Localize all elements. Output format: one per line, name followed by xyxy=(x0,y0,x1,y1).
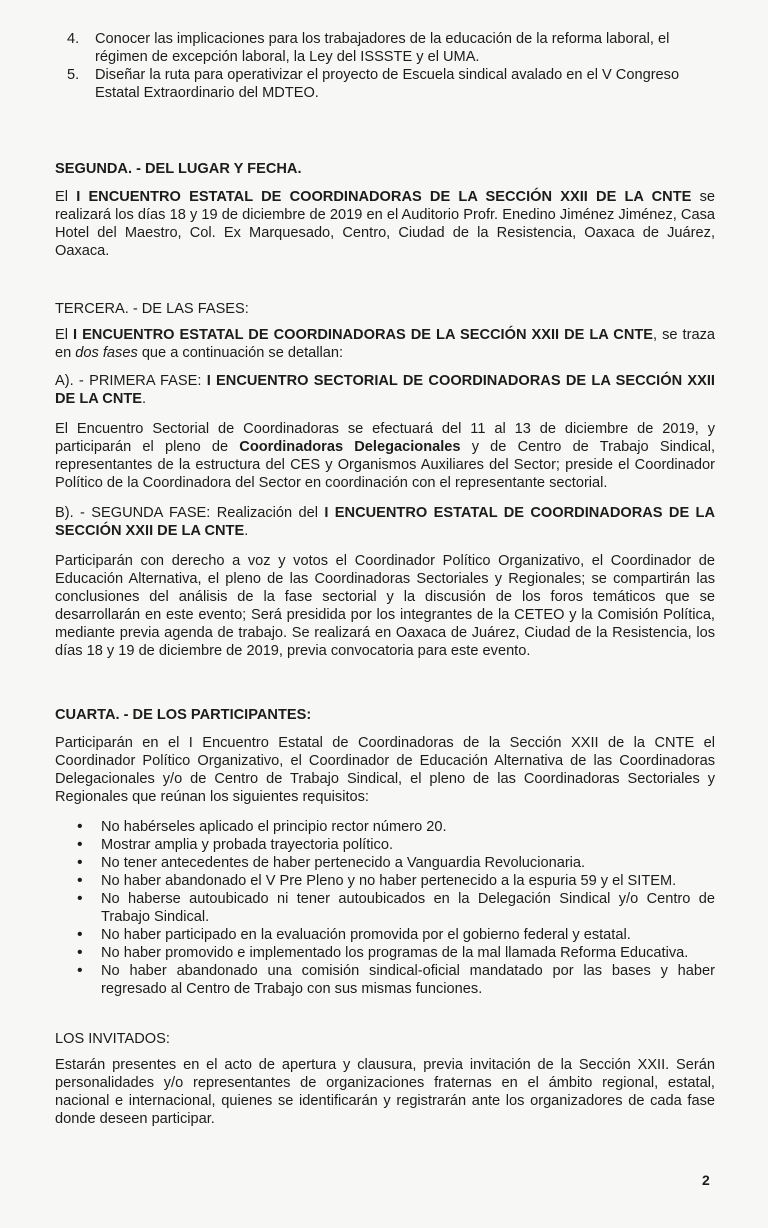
invitados-paragraph: Estarán presentes en el acto de apertura y clausura, previa invitación de la Sección XXII. Serán personalidades y/o representantes de organizaciones fraternas en el ámbito regional, estatal, nacional e internacional, quienes se identificarán y registrarán ante los organizadores de cada fase donde deseen participar. xyxy=(55,1057,715,1127)
fase-b-title: B). - SEGUNDA FASE: Realización del I ENCUENTRO ESTATAL DE COORDINADORAS DE LA SECCIÓN XXII DE LA CNTE. xyxy=(55,505,716,539)
cuarta-paragraph: Participarán en el I Encuentro Estatal de Coordinadoras de la Sección XXII de la CNTE el Coordinador Político Organizativo, el Coordinador de Educación Alternativa de las Coordinadoras Delegacionales y/o de Centro de Trabajo Sindical, el pleno de las Coordinadoras Sectoriales y Regionales que reúnan los siguientes requisitos: xyxy=(55,735,715,805)
requisitos-list xyxy=(77,818,715,998)
list-item: • No haber abandonado una comisión sindical-oficial mandatado por las bases y haber regresado al Centro de Trabajo con sus mismas funciones. xyxy=(77,962,715,997)
bullet-icon: • xyxy=(77,836,83,853)
section-heading-invitados: LOS INVITADOS: xyxy=(55,1031,170,1047)
segunda-paragraph: El I ENCUENTRO ESTATAL DE COORDINADORAS DE LA SECCIÓN XXII DE LA CNTE se realizará los días 18 y 19 de diciembre de 2019 en el Auditorio Profr. Enedino Jiménez Jiménez, Casa Hotel del Maestro, Col. Ex Marquesado, Centro, Ciudad de la Resistencia, Oaxaca de Juárez, Oaxaca. xyxy=(55,189,715,259)
fase-a-title: A). - PRIMERA FASE: I ENCUENTRO SECTORIAL DE COORDINADORAS DE LA SECCIÓN XXII DE LA CNTE. xyxy=(55,373,715,407)
list-item: • No haber participado en la evaluación promovida por el gobierno federal y estatal. xyxy=(77,926,631,943)
list-item xyxy=(67,66,715,102)
bullet-icon: • xyxy=(77,818,83,835)
bullet-icon: • xyxy=(77,872,83,889)
tercera-intro: El I ENCUENTRO ESTATAL DE COORDINADORAS DE LA SECCIÓN XXII DE LA CNTE, se traza en dos fases que a continuación se detallan: xyxy=(55,327,715,361)
list-item: • No tener antecedentes de haber pertenecido a Vanguardia Revolucionaria. xyxy=(77,854,586,871)
list-item: • No haber promovido e implementado los programas de la mal llamada Reforma Educativa. xyxy=(77,944,689,961)
fase-b-paragraph: Participarán con derecho a voz y votos el Coordinador Político Organizativo, el Coordinador de Educación Alternativa, el pleno de las Coordinadoras Sectoriales y Regionales; se compartirán las conclusiones del análisis de la fase sectorial y la discusión de los foros temáticos que se desarrollarán en este evento; Será presidida por los integrantes de la CETEO y la Comisión Política, mediante previa agenda de trabajo. Se realizará en Oaxaca de Juárez, Ciudad de la Resistencia, los días 18 y 19 de diciembre de 2019, previa convocatoria para este evento. xyxy=(55,553,715,659)
bullet-icon: • xyxy=(77,926,83,943)
item-number: 5. xyxy=(67,67,80,83)
section-heading-cuarta: CUARTA. - DE LOS PARTICIPANTES: xyxy=(55,707,312,723)
list-item: • No haber abandonado el V Pre Pleno y no haber pertenecido a la espuria 59 y el SITEM. xyxy=(77,872,677,889)
bullet-icon: • xyxy=(77,962,83,979)
list-item: • No habérseles aplicado el principio rector número 20. xyxy=(77,818,447,835)
bullet-icon: • xyxy=(77,944,83,961)
fase-a-paragraph: El Encuentro Sectorial de Coordinadoras se efectuará del 11 al 13 de diciembre de 2019, y participarán el pleno de Coordinadoras Delegacionales y de Centro de Trabajo Sindical, representantes de la estructura del CES y Organismos Auxiliares del Sector; preside el Coordinador Político de la Coordinadora del Sector en coordinación con el representante sectorial. xyxy=(55,421,715,491)
section-heading-segunda: SEGUNDA. - DEL LUGAR Y FECHA. xyxy=(55,161,302,177)
bullet-icon: • xyxy=(77,890,83,907)
item-text: Conocer las implicaciones para los trabajadores de la educación de la reforma laboral, el régimen de excepción laboral, la Ley del ISSSTE y el UMA. xyxy=(95,31,670,65)
objectives-list xyxy=(67,30,715,102)
section-heading-tercera: TERCERA. - DE LAS FASES: xyxy=(55,301,249,317)
document-body xyxy=(55,30,715,1128)
page-number: 2 xyxy=(702,1172,710,1188)
item-number: 4. xyxy=(67,31,80,47)
list-item: • Mostrar amplia y probada trayectoria político. xyxy=(77,836,394,853)
list-item xyxy=(67,30,715,66)
item-text: Diseñar la ruta para operativizar el proyecto de Escuela sindical avalado en el V Congreso Estatal Extraordinario del MDTEO. xyxy=(95,67,680,101)
list-item: • No haberse autoubicado ni tener autoubicados en la Delegación Sindical y/o Centro de Trabajo Sindical. xyxy=(77,890,715,925)
bullet-icon: • xyxy=(77,854,83,871)
